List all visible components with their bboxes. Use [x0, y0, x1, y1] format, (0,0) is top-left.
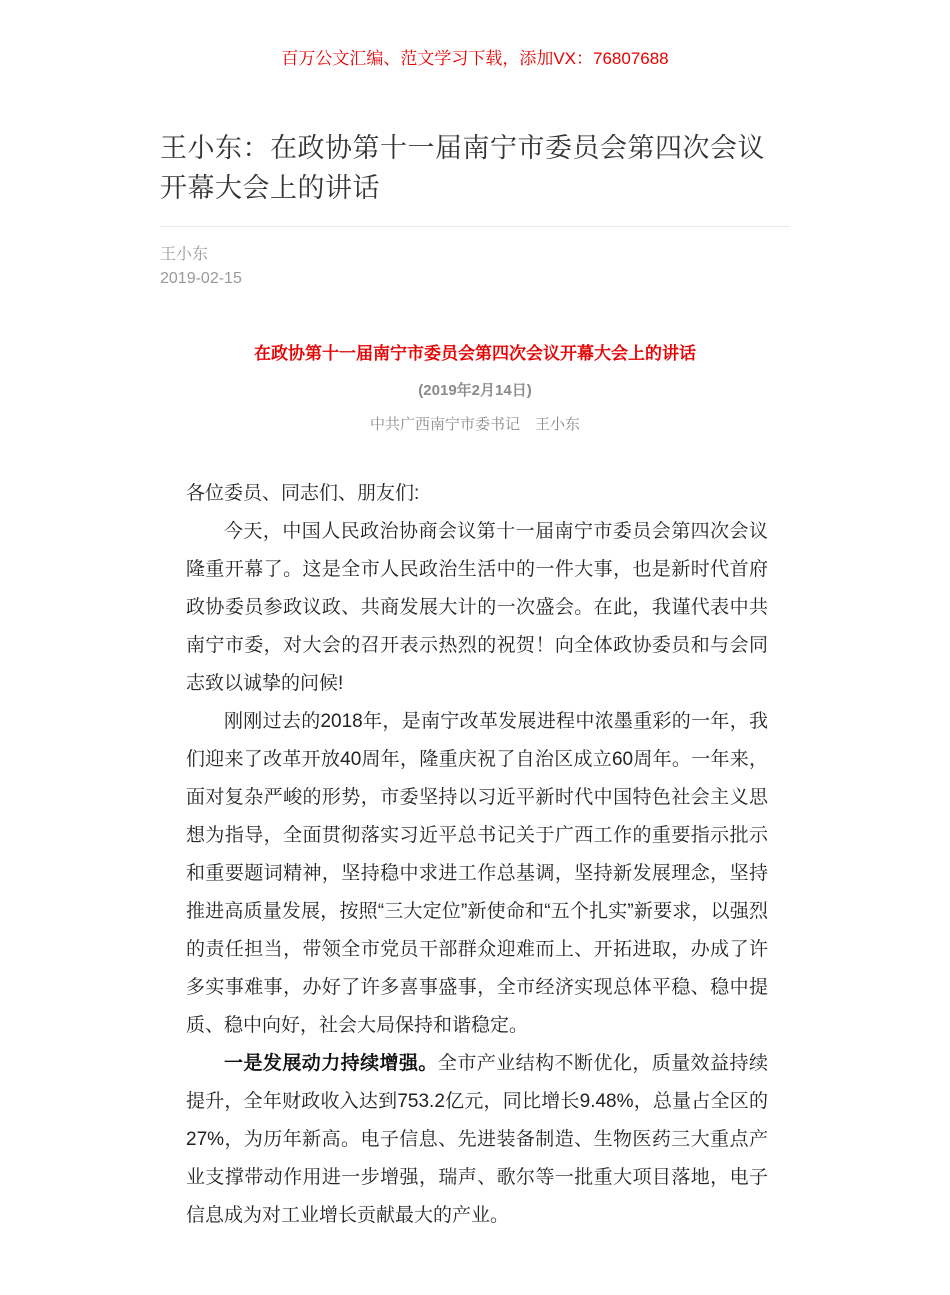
paragraph: 各位委员、同志们、朋友们:: [186, 483, 420, 504]
article-meta: [160, 243, 790, 291]
publish-date: 2019-02-15: [160, 270, 242, 287]
speech-byline: 中共广西南宁市委书记 王小东: [369, 416, 580, 433]
speech-title: 在政协第十一届南宁市委员会第四次会议开幕大会上的讲话: [254, 344, 696, 363]
author-name: 王小东: [160, 246, 209, 263]
title-divider: [160, 226, 790, 227]
promo-notice: 百万公文汇编、范文学习下载，添加VX：76807688: [281, 49, 669, 68]
paragraph: 今天，中国人民政治协商会议第十一届南宁市委员会第四次会议隆重开幕了。这是全市人民政治生活中的一件大事，也是新时代首府政协委员参政议政、共商发展大计的一次盛会。在此，我谨代表中共南宁市委，对大会的召开表示热烈的祝贺！向全体政协委员和与会同志致以诚挚的问候!: [186, 521, 768, 694]
page-title: 王小东：在政协第十一届南宁市委员会第四次会议开幕大会上的讲话: [160, 133, 765, 203]
paragraph: 刚刚过去的2018年，是南宁改革发展进程中浓墨重彩的一年，我们迎来了改革开放40周年，隆重庆祝了自治区成立60周年。一年来，面对复杂严峻的形势，市委坚持以习近平新时代中国特色社会主义思想为指导，全面贯彻落实习近平总书记关于广西工作的重要指示批示和重要题词精神，坚持稳中求进工作总基调，坚持新发展理念，坚持推进高质量发展，按照“三大定位”新使命和“五个扎实”新要求，以强烈的责任担当，带领全市党员干部群众迎难而上、开拓进取，办成了许多实事难事，办好了许多喜事盛事，全市经济实现总体平稳、稳中提质、稳中向好，社会大局保持和谐稳定。: [186, 711, 768, 1036]
paragraph-lead: 一是发展动力持续增强。: [224, 1053, 438, 1074]
speech-header: [0, 343, 950, 435]
article-body: [186, 475, 768, 1235]
paragraph: 一是发展动力持续增强。全市产业结构不断优化，质量效益持续提升，全年财政收入达到753.2亿元，同比增长9.48%，总量占全区的27%，为历年新高。电子信息、先进装备制造、生物医药三大重点产业支撑带动作用进一步增强，瑞声、歌尔等一批重大项目落地，电子信息成为对工业增长贡献最大的产业。: [186, 1053, 768, 1226]
speech-date: (2019年2月14日): [418, 382, 532, 399]
